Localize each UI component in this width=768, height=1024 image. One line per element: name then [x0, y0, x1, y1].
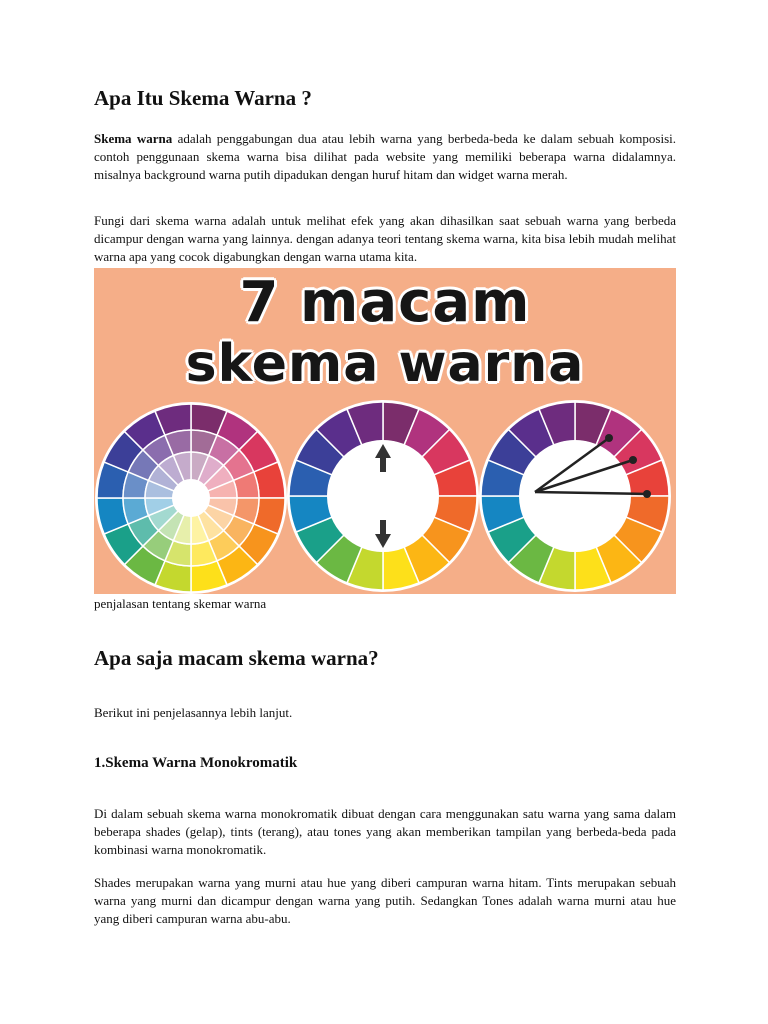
color-wheel-1: [96, 403, 286, 593]
definition-text: adalah penggabungan dua atau lebih warna yang berbeda-beda ke dalam sebuah komposisi. contoh penggunaan skema warna bisa dilihat pada website yang memiliki beberapa warna didalamnya. misalnya background warna putih dipadukan dengan huruf hitam dan widget warna merah.: [94, 131, 676, 182]
pointer-dot: [643, 490, 651, 498]
paragraph-monochrome: Di dalam sebuah skema warna monokromatik dibuat dengan cara menggunakan satu warna yang sama dalam beberapa shades (gelap), tints (terang), atau tones yang akan memberikan tampilan yang berbeda-beda pada kombinasi warna monokromatik.: [94, 806, 676, 857]
paragraph-shades-tints: Shades merupakan warna yang murni atau hue yang diberi campuran warna hitam. Tints merupakan sebuah warna yang murni dan dicampur dengan warna yang putih. Sedangkan Tones adalah warna murni atau hue yang diberi campuran warna abu-abu.: [94, 875, 676, 926]
banner-title-line1: 7 macam: [239, 270, 531, 335]
pointer-dot: [605, 434, 613, 442]
color-wheel-2: [288, 401, 478, 591]
image-caption: penjalasan tentang skemar warna: [94, 596, 267, 611]
section-heading: Apa saja macam skema warna?: [94, 646, 379, 670]
color-wheel-3: [480, 401, 670, 591]
color-wheels-illustration: [94, 398, 676, 594]
page-title: Apa Itu Skema Warna ?: [94, 86, 312, 110]
color-scheme-banner-image: [94, 268, 676, 594]
wheel-center: [173, 480, 209, 516]
paragraph-definition: [94, 130, 676, 184]
paragraph-intro: Berikut ini penjelasannya lebih lanjut.: [94, 705, 293, 720]
banner-title-line2: skema warna: [185, 334, 585, 394]
paragraph-function: Fungi dari skema warna adalah untuk melihat efek yang akan dihasilkan saat sebuah warna yang berbeda dicampur dengan warna yang lainnya. dengan adanya teori tentang skema warna, kita bisa lebih mudah melihat warna apa yang cocok digabungkan dengan warna utama kita.: [94, 213, 676, 264]
term-bold: Skema warna: [94, 131, 173, 146]
subsection-heading: 1.Skema Warna Monokromatik: [94, 755, 298, 771]
pointer-dot: [629, 456, 637, 464]
wheel-center: [520, 441, 630, 551]
